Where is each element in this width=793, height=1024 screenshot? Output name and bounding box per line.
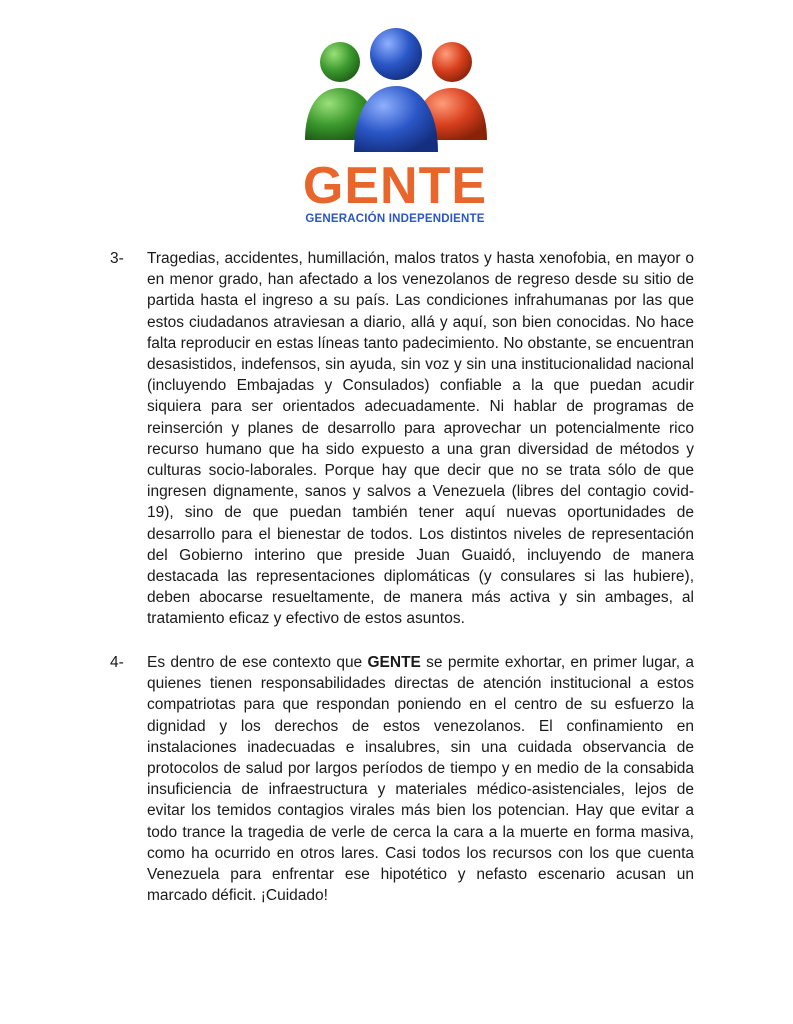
- logo-wordmark: GENTE: [302, 157, 488, 215]
- paragraph-number: 4-: [110, 654, 124, 671]
- paragraph-text: Tragedias, accidentes, humillación, malos tratos y hasta xenofobia, en mayor o en menor grado, han afectado a los venezolanos de regreso desde su sitio de partida hasta el ingreso a su país. Las condiciones infrahumanas por las que estos ciudadanos atraviesan a diario, allá y aquí, son bien conocidas. No hace falta reproducir en estas líneas tanto padecimiento. No obstante, se encuentran desasistidos, indefensos, sin ayuda, sin voz y sin una institucionalidad nacional (incluyendo Embajadas y Consulados) confiable a la que puedan acudir siquiera para ser orientados adecuadamente. Ni hablar de programas de reinserción y planes de desarrollo para aprovechar un potencialmente rico recurso humano que ha sido expuesto a una gran diversidad de métodos y culturas socio-laborales. Porque hay que decir que no se trata sólo de que ingresen dignamente, sanos y salvos a Venezuela (libres del contagio covid-19), sino de que puedan también tener aquí nuevas oportunidades de desarrollo para el bienestar de todos. Los distintos niveles de representación del Gobierno interino que preside Juan Guaidó, incluyendo de manera destacada las representaciones diplomáticas (y consulares si las hubiere), deben abocarse resueltamente, de manera más activa y sin ambages, al tratamiento eficaz y efectivo de estos asuntos.: [147, 250, 694, 628]
- paragraph-number: 3-: [110, 250, 124, 267]
- people-figures-icon: [270, 20, 520, 160]
- gente-logo: [270, 20, 520, 225]
- paragraph-text: [147, 652, 694, 906]
- numbered-paragraph-3: [110, 248, 694, 630]
- numbered-paragraph-4: [110, 652, 694, 906]
- logo-tagline: GENERACIÓN INDEPENDIENTE: [305, 213, 485, 225]
- paragraph-text-rest: se permite exhortar, en primer lugar, a quienes tienen responsabilidades directas de atención institucional a estos compatriotas para que respondan poniendo en el centro de su esfuerzo la dignidad y los derechos de estos venezolanos. El confinamiento en instalaciones inadecuadas e insalubres, sin una cuidada observancia de protocolos de salud por largos períodos de tiempo y en medio de la consabida insuficiencia de infraestructura y materiales médico-asistenciales, lejos de evitar los temidos contagios virales más bien los potencian. Hay que evitar a todo trance la tragedia de verle de cerca la cara a la muerte en forma masiva, como ha ocurrido en otros lares. Casi todos los recursos con los que cuenta Venezuela para enfrentar ese hipotético y nefasto escenario acusan un marcado déficit. ¡Cuidado!: [147, 654, 694, 905]
- paragraph-text-start: Es dentro de ese contexto que: [147, 654, 368, 671]
- gente-bold-name: GENTE: [367, 654, 421, 671]
